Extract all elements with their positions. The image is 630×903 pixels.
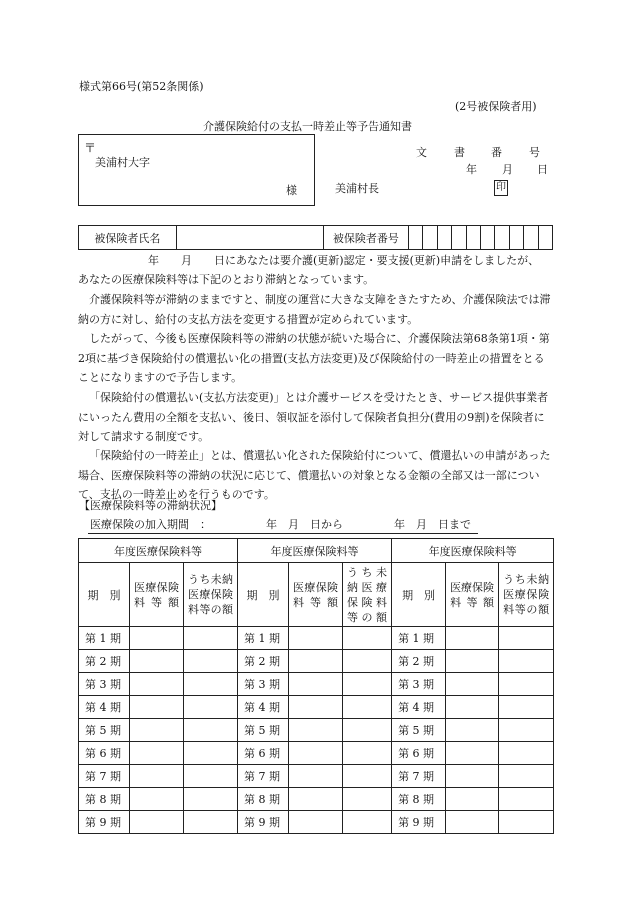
premium-amount-cell[interactable] (130, 811, 184, 834)
column-period: 期 別 (392, 563, 446, 627)
unpaid-amount-cell[interactable] (343, 765, 392, 788)
body-paragraph-5: 「保険給付の一時差止」とは、償還払い化された保険給付について、償還払いの申請があった場合、医療保険料等の滞納の状況に応じて、償還払いの対象となる金額の全部又は一部について、支払の一時差止めを行うものです。 (78, 449, 551, 501)
premium-amount-cell[interactable] (130, 696, 184, 719)
unpaid-amount-cell[interactable] (499, 811, 554, 834)
premium-amount-cell[interactable] (289, 650, 343, 673)
unpaid-amount-cell[interactable] (343, 673, 392, 696)
unpaid-amount-cell[interactable] (343, 742, 392, 765)
premium-amount-cell[interactable] (446, 696, 499, 719)
honorific-sama: 様 (286, 184, 297, 197)
premium-amount-cell[interactable] (289, 673, 343, 696)
unpaid-amount-cell[interactable] (343, 811, 392, 834)
column-header-row (79, 563, 554, 627)
table-row (79, 765, 554, 788)
period-cell: 第 8 期 (238, 788, 289, 811)
date-label-char: 日 (537, 163, 548, 176)
unpaid-amount-cell[interactable] (499, 788, 554, 811)
unpaid-amount-cell[interactable] (184, 696, 238, 719)
address-line: 美浦村大字 (95, 156, 150, 169)
premium-amount-cell[interactable] (289, 627, 343, 650)
premium-amount-cell[interactable] (446, 765, 499, 788)
column-unpaid-amount: うち未納医療保険料等の額 (343, 563, 392, 627)
period-cell: 第 9 期 (238, 811, 289, 834)
premium-amount-cell[interactable] (289, 696, 343, 719)
insured-number-digit[interactable] (452, 226, 466, 250)
insured-number-digit[interactable] (466, 226, 480, 250)
unpaid-amount-cell[interactable] (184, 742, 238, 765)
insured-id-table (78, 225, 553, 250)
insured-type-label: (2号被保険者用) (455, 100, 537, 113)
period-cell: 第 5 期 (392, 719, 446, 742)
column-unpaid-amount: うち未納医療保険料等の額 (499, 563, 554, 627)
doc-label-char: 号 (529, 146, 540, 159)
period-cell: 第 5 期 (238, 719, 289, 742)
column-period: 期 別 (79, 563, 130, 627)
period-cell: 第 6 期 (392, 742, 446, 765)
period-from-label: 年 月 日から (266, 518, 343, 531)
insured-number-digit[interactable] (495, 226, 509, 250)
unpaid-amount-cell[interactable] (184, 627, 238, 650)
premium-amount-cell[interactable] (289, 742, 343, 765)
premium-amount-cell[interactable] (446, 788, 499, 811)
body-paragraph-1-line-1: 年 月 日にあなたは要介護(更新)認定・要支援(更新)申請をしましたが、 (148, 254, 540, 267)
premium-amount-cell[interactable] (446, 673, 499, 696)
unpaid-amount-cell[interactable] (499, 696, 554, 719)
period-cell: 第 7 期 (238, 765, 289, 788)
insured-name-label: 被保険者氏名 (79, 226, 177, 250)
period-cell: 第 3 期 (79, 673, 130, 696)
premium-amount-cell[interactable] (446, 742, 499, 765)
unpaid-amount-cell[interactable] (499, 742, 554, 765)
premium-amount-cell[interactable] (130, 742, 184, 765)
unpaid-amount-cell[interactable] (184, 765, 238, 788)
fiscal-year-header: 年度医療保険料等 (79, 539, 238, 563)
insured-number-digit[interactable] (409, 226, 423, 250)
doc-label-char: 文 (416, 146, 427, 159)
period-cell: 第 4 期 (392, 696, 446, 719)
period-cell: 第 3 期 (392, 673, 446, 696)
unpaid-amount-cell[interactable] (184, 788, 238, 811)
premium-amount-cell[interactable] (289, 719, 343, 742)
premium-amount-cell[interactable] (446, 719, 499, 742)
address-box (78, 134, 315, 206)
unpaid-amount-cell[interactable] (184, 650, 238, 673)
unpaid-amount-cell[interactable] (343, 696, 392, 719)
enrollment-period-label: 医療保険の加入期間 ： (90, 518, 211, 531)
column-period: 期 別 (238, 563, 289, 627)
enrollment-period-underline (88, 533, 478, 534)
period-cell: 第 8 期 (392, 788, 446, 811)
period-cell: 第 2 期 (238, 650, 289, 673)
body-paragraph-1-line-2: あなたの医療保険料等は下記のとおり滞納となっています。 (78, 273, 375, 286)
table-row (79, 650, 554, 673)
insured-number-digit[interactable] (437, 226, 451, 250)
table-row (79, 696, 554, 719)
date-label-char: 年 (466, 163, 477, 176)
period-cell: 第 3 期 (238, 673, 289, 696)
fiscal-year-header-row (79, 539, 554, 563)
period-cell: 第 1 期 (238, 627, 289, 650)
body-paragraph-3: したがって、今後も医療保険料等の滞納の状態が続いた場合に、介護保険法第68条第1項・第2項に基づき保険給付の償還払い化の措置(支払方法変更)及び保険給付の一時差止の措置をとることになりますので予告します。 (78, 332, 550, 384)
period-cell: 第 4 期 (238, 696, 289, 719)
table-row (79, 811, 554, 834)
premium-amount-cell[interactable] (130, 788, 184, 811)
insured-number-label: 被保険者番号 (323, 226, 408, 250)
column-unpaid-amount: うち未納医療保険料等の額 (184, 563, 238, 627)
unpaid-amount-cell[interactable] (184, 673, 238, 696)
table-row (79, 673, 554, 696)
premium-amount-cell[interactable] (289, 788, 343, 811)
column-premium-amount: 医療保険料等額 (289, 563, 343, 627)
premium-amount-cell[interactable] (446, 627, 499, 650)
table-row (79, 788, 554, 811)
unpaid-amount-cell[interactable] (499, 627, 554, 650)
mayor-name: 美浦村長 (335, 182, 379, 195)
unpaid-amount-cell[interactable] (499, 673, 554, 696)
premium-amount-cell[interactable] (130, 719, 184, 742)
unpaid-amount-cell[interactable] (499, 765, 554, 788)
premium-amount-cell[interactable] (130, 650, 184, 673)
premium-amount-cell[interactable] (446, 811, 499, 834)
period-cell: 第 9 期 (79, 811, 130, 834)
period-cell: 第 8 期 (79, 788, 130, 811)
period-cell: 第 1 期 (392, 627, 446, 650)
table-row (79, 719, 554, 742)
unpaid-amount-cell[interactable] (184, 719, 238, 742)
column-premium-amount: 医療保険料等額 (130, 563, 184, 627)
period-cell: 第 2 期 (79, 650, 130, 673)
insured-number-digit[interactable] (423, 226, 437, 250)
fiscal-year-header: 年度医療保険料等 (392, 539, 554, 563)
arrears-status-heading: 【医療保険料等の滞納状況】 (79, 499, 222, 512)
period-cell: 第 7 期 (79, 765, 130, 788)
premium-amount-cell[interactable] (446, 650, 499, 673)
table-row (79, 742, 554, 765)
document-title: 介護保険給付の支払一時差止等予告通知書 (203, 120, 412, 133)
insured-name-field[interactable] (176, 226, 323, 250)
unpaid-amount-cell[interactable] (343, 650, 392, 673)
arrears-table (78, 538, 554, 834)
body-paragraph-4: 「保険給付の償還払い(支払方法変更)」とは介護サービスを受けたとき、サービス提供事業者にいったん費用の全額を支払い、後日、領収証を添付して保険者負担分(費用の9割)を保険者に対して請求する制度です。 (78, 391, 549, 443)
table-row (79, 627, 554, 650)
insured-number-digit[interactable] (509, 226, 523, 250)
column-premium-amount: 医療保険料等額 (446, 563, 499, 627)
premium-amount-cell[interactable] (130, 765, 184, 788)
form-number: 様式第66号(第52条関係) (79, 80, 204, 93)
premium-amount-cell[interactable] (130, 627, 184, 650)
unpaid-amount-cell[interactable] (343, 788, 392, 811)
seal-mark: 印 (494, 180, 508, 196)
period-to-label: 年 月 日まで (394, 518, 471, 531)
doc-label-char: 番 (491, 146, 502, 159)
period-cell: 第 4 期 (79, 696, 130, 719)
unpaid-amount-cell[interactable] (499, 719, 554, 742)
fiscal-year-header: 年度医療保険料等 (238, 539, 392, 563)
period-cell: 第 6 期 (79, 742, 130, 765)
insured-number-digit[interactable] (480, 226, 494, 250)
premium-amount-cell[interactable] (289, 811, 343, 834)
period-cell: 第 9 期 (392, 811, 446, 834)
premium-amount-cell[interactable] (289, 765, 343, 788)
period-cell: 第 1 期 (79, 627, 130, 650)
unpaid-amount-cell[interactable] (184, 811, 238, 834)
unpaid-amount-cell[interactable] (499, 650, 554, 673)
period-cell: 第 6 期 (238, 742, 289, 765)
postal-mark: 〒 (84, 141, 97, 155)
period-cell: 第 2 期 (392, 650, 446, 673)
date-label-char: 月 (502, 163, 513, 176)
premium-amount-cell[interactable] (130, 673, 184, 696)
period-cell: 第 7 期 (392, 765, 446, 788)
period-cell: 第 5 期 (79, 719, 130, 742)
body-paragraph-2: 介護保険料等が滞納のままですと、制度の運営に大きな支障をきたすため、介護保険法では滞納の方に対し、給付の支払方法を変更する措置が定められています。 (78, 293, 551, 326)
doc-label-char: 書 (454, 146, 465, 159)
unpaid-amount-cell[interactable] (343, 627, 392, 650)
insured-number-digit[interactable] (538, 226, 552, 250)
insured-number-digit[interactable] (524, 226, 538, 250)
unpaid-amount-cell[interactable] (343, 719, 392, 742)
